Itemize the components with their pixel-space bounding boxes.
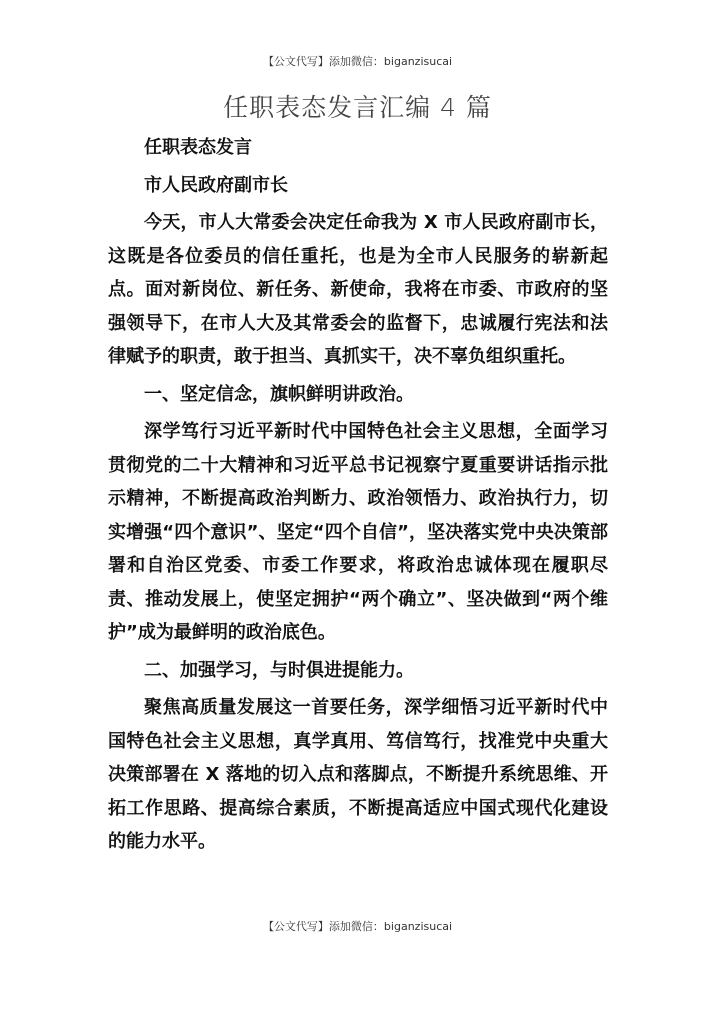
header-note: 【公文代写】添加微信：biganzisucai bbox=[262, 55, 453, 68]
document-title: 任职表态发言汇编 4 篇 bbox=[223, 93, 492, 122]
footer-note: 【公文代写】添加微信：biganzisucai bbox=[262, 920, 453, 933]
speaker-position: 市人民政府副市长 bbox=[144, 174, 288, 196]
paragraph-intro: 今天，市人大常委会决定任命我为 X 市人民政府副市长，这既是各位委员的信任重托，也是为全市人民服务的崭新起点。面对新岗位、新任务、新使命，我将在市委、市政府的坚强领导下，在市人大及其常委会的监督下，忠诚履行宪法和法律赋予的职责，敢于担当、真抓实干，决不辜负组织重托。 bbox=[108, 212, 608, 367]
document-body bbox=[108, 131, 608, 863]
subheading-1: 一、坚定信念，旗帜鲜明讲政治。 bbox=[144, 383, 414, 405]
paragraph-1: 深学笃行习近平新时代中国特色社会主义思想，全面学习贯彻党的二十大精神和习近平总书记视察宁夏重要讲话指示批示精神，不断提高政治判断力、政治领悟力、政治执行力，切实增强“四个意识”、坚定“四个自信”，坚决落实党中央决策部署和自治区党委、市委工作要求，将政治忠诚体现在履职尽责、推动发展上，使坚定拥护“两个确立”、坚决做到“两个维护”成为最鲜明的政治底色。 bbox=[108, 421, 608, 643]
paragraph-2: 聚焦高质量发展这一首要任务，深学细悟习近平新时代中国特色社会主义思想，真学真用、笃信笃行，找准党中央重大决策部署在 X 落地的切入点和落脚点，不断提升系统思维、开拓工作思路、提高综合素质，不断提高适应中国式现代化建设的能力水平。 bbox=[108, 697, 608, 852]
section-heading-speech: 任职表态发言 bbox=[144, 137, 252, 158]
subheading-2: 二、加强学习，与时俱进提能力。 bbox=[144, 659, 414, 681]
